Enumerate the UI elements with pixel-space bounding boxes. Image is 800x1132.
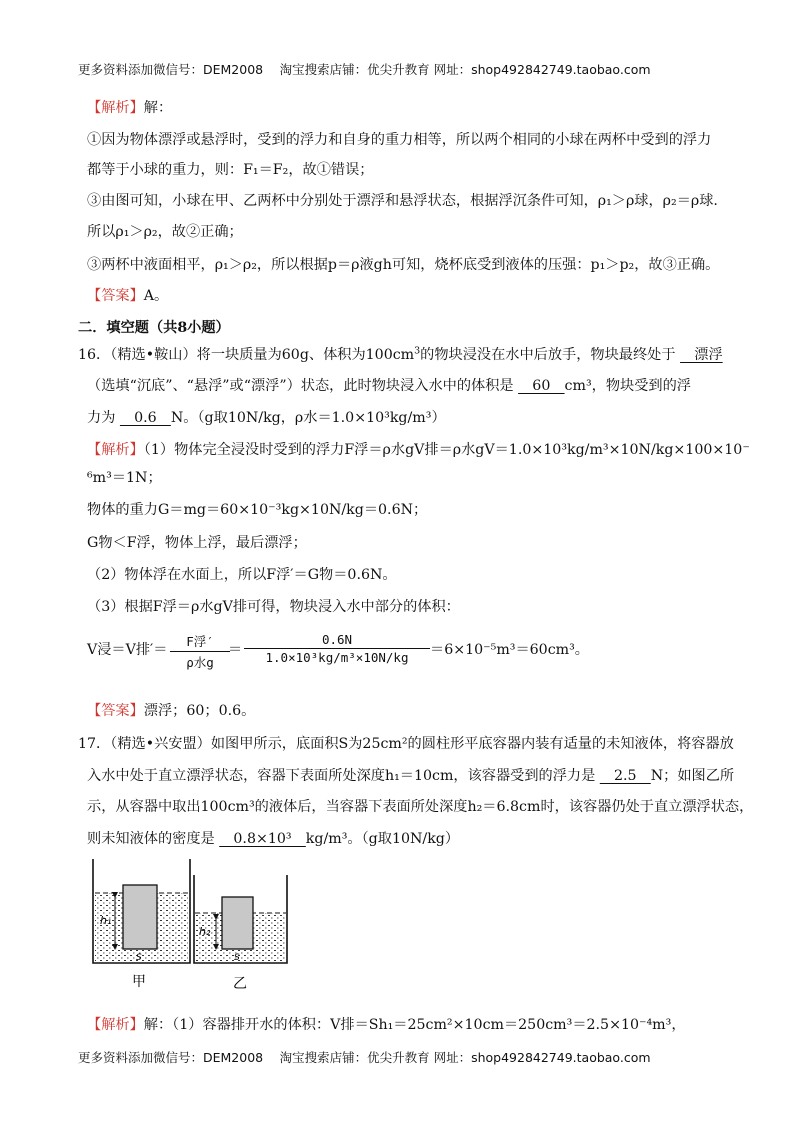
q16-answer: 【答案】漂浮；60；0.6。 — [87, 703, 256, 719]
page-footer: 更多资料添加微信号：DEM2008 淘宝搜索店铺：优尖升教育 网址：shop492842749.taobao.com — [78, 1050, 651, 1065]
q15-analysis-heading: 【解析】解： — [87, 100, 173, 116]
floating-container-b — [222, 897, 253, 949]
answer-blank: 0.6 — [119, 410, 171, 426]
formula-rhs: ＝6×10⁻⁵m³＝60cm³。 — [430, 642, 589, 658]
fraction-1 — [170, 632, 230, 671]
q15-answer: 【答案】A。 — [87, 288, 169, 304]
q16-analysis-line: ⁶m³＝1N； — [87, 470, 162, 486]
q15-analysis-line: 都等于小球的重力，则：F₁＝F₂，故①错误； — [87, 162, 374, 178]
q17-stem-line: 17．（精选•兴安盟）如图甲所示，底面积S为25cm²的圆柱形平底容器内装有适量的未知液体，将容器放 — [78, 736, 734, 752]
figure-label-a: 甲 — [132, 974, 146, 990]
q17-analysis-line: 【解析】解：（1）容器排开水的体积：V排＝Sh₁＝25cm²×10cm＝250cm³＝2.5×10⁻⁴m³， — [87, 1017, 686, 1033]
analysis-tag: 【解析】 — [87, 100, 144, 116]
fraction-denominator: 1.0×10³kg/m³×10N/kg — [265, 650, 409, 665]
q16-analysis-line: 【解析】（1）物体完全浸没时受到的浮力F浮＝ρ水gV排＝ρ水gV＝1.0×10³kg/m³×10N/kg×100×10⁻ — [87, 442, 750, 458]
q16-analysis-line: （2）物体浮在水面上，所以F浮′＝G物＝0.6N。 — [87, 567, 397, 583]
q16-stem-line: 16．（精选•鞍山）将一块质量为60g、体积为$100cm^3$的物块浸没在水中后放手，物块最终处于 漂浮 — [78, 345, 723, 363]
beaker-b — [194, 875, 287, 963]
fraction-denominator: ρ水g — [186, 655, 214, 670]
container-figure — [88, 855, 288, 995]
h1-label: h₁ — [100, 914, 112, 927]
floating-container-a — [123, 885, 157, 949]
s-label: S — [234, 953, 240, 963]
s-label: S — [136, 953, 142, 963]
analysis-tag: 【解析】 — [87, 442, 144, 458]
fraction-numerator: F浮′ — [170, 632, 230, 652]
analysis-tag: 【解析】 — [87, 1017, 144, 1033]
formula-lhs: V浸＝V排′＝ — [87, 642, 168, 658]
q17-stem-line: 入水中处于直立漂浮状态，容器下表面所处深度h₁＝10cm，该容器受到的浮力是 2.5 N；如图乙所 — [87, 768, 735, 784]
answer-blank: 漂浮 — [680, 347, 723, 363]
answer-tag: 【答案】 — [87, 288, 144, 304]
section-title: 二．填空题（共8小题） — [78, 320, 230, 336]
answer-blank: 60 — [518, 378, 565, 394]
q16-analysis-line: G物＜F浮，物体上浮，最后漂浮； — [87, 535, 307, 551]
q16-stem-line: （选填“沉底”、“悬浮”或“漂浮”）状态，此时物块浸入水中的体积是 60 cm³，物块受到的浮 — [87, 378, 691, 394]
page-header: 更多资料添加微信号：DEM2008 淘宝搜索店铺：优尖升教育 网址：shop492842749.taobao.com — [78, 62, 651, 77]
q16-analysis-line: 物体的重力G＝mg＝60×10⁻³kg×10N/kg＝0.6N； — [87, 502, 428, 518]
q17-stem-line: 示，从容器中取出100cm³的液体后，当容器下表面所处深度h₂＝6.8cm时，该容器仍处于直立漂浮状态， — [87, 799, 754, 815]
answer-tag: 【答案】 — [87, 703, 144, 719]
q17-stem-line: 则未知液体的密度是 0.8×10³ kg/m³。（g取10N/kg） — [87, 831, 460, 847]
q15-analysis-line: ③两杯中液面相平，ρ₁＞ρ₂，所以根据p＝ρ液gh可知，烧杯底受到液体的压强：p₁＞p₂，故③正确。 — [87, 257, 720, 273]
figure-label-b: 乙 — [233, 976, 247, 992]
h2-label: h₂ — [199, 925, 211, 938]
beaker-a — [93, 859, 190, 963]
q16-analysis-line: （3）根据F浮＝ρ水gV排可得，物块浸入水中部分的体积： — [87, 599, 460, 615]
fraction-numerator: 0.6N — [244, 632, 430, 649]
q15-analysis-line: 所以ρ₁＞ρ₂，故②正确； — [87, 224, 243, 240]
q15-analysis-line: ③由图可知，小球在甲、乙两杯中分别处于漂浮和悬浮状态，根据浮沉条件可知，ρ₁＞ρ球，ρ₂＝ρ球. — [87, 193, 718, 209]
equals-sign: ＝ — [228, 642, 243, 658]
answer-blank: 2.5 — [599, 768, 651, 784]
q15-analysis-line: ①因为物体漂浮或悬浮时，受到的浮力和自身的重力相等，所以两个相同的小球在两杯中受到的浮力 — [87, 132, 712, 148]
fraction-2 — [244, 632, 430, 665]
answer-blank: 0.8×10³ — [219, 831, 306, 847]
q16-stem-line: 力为 0.6 N。（g取10N/kg，ρ水＝1.0×10³kg/m³） — [87, 410, 446, 426]
